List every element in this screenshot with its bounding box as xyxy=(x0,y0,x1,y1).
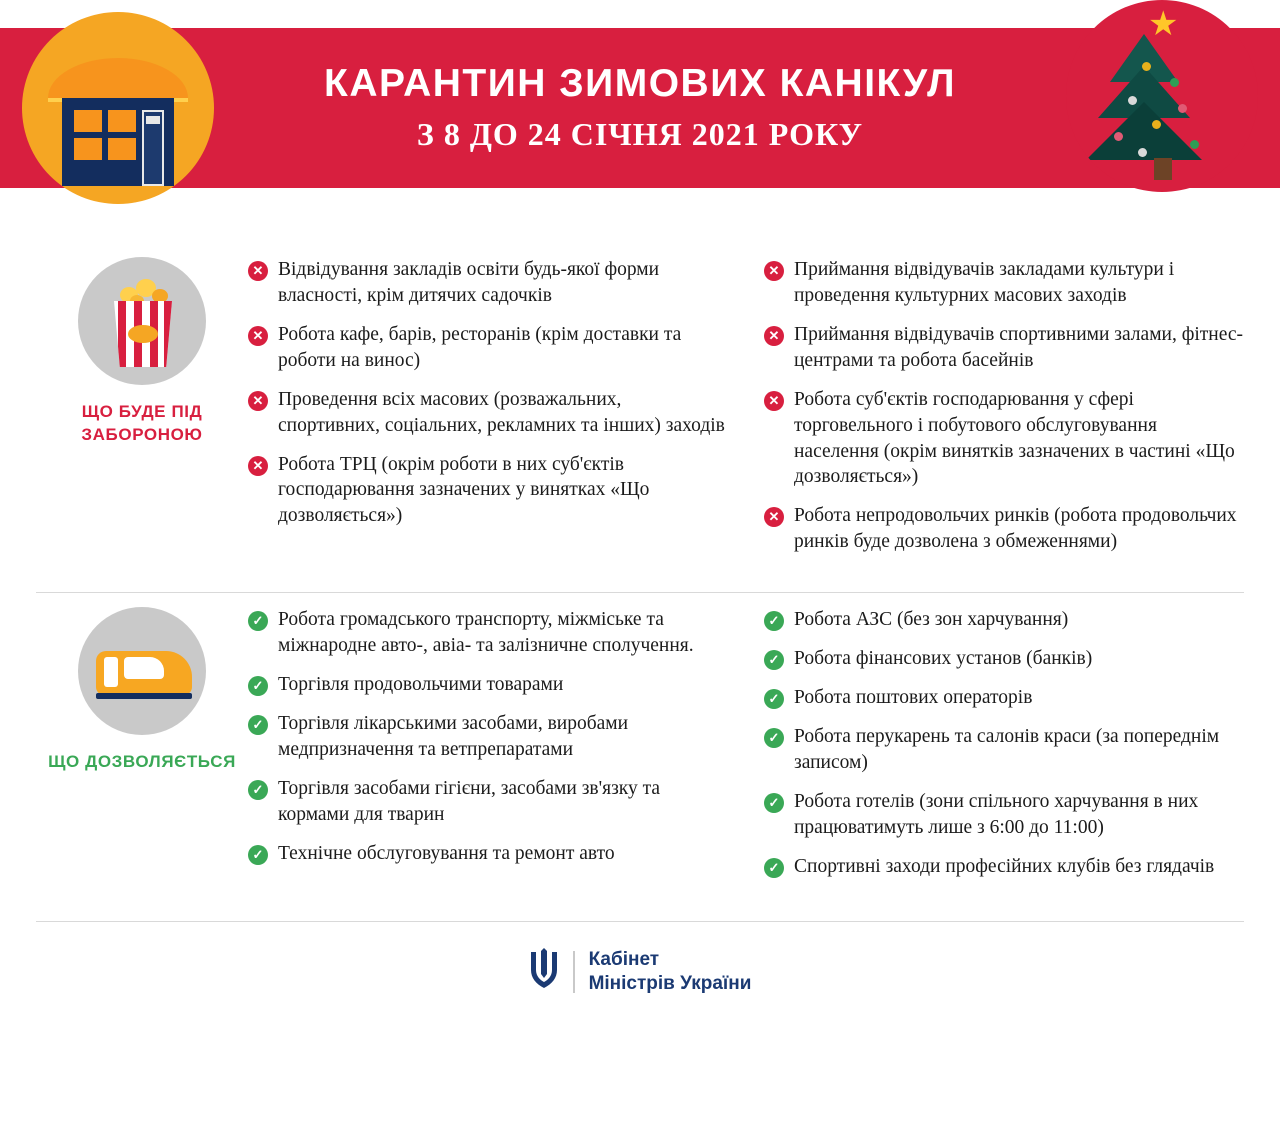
list-item: ✕ Приймання відвідувачів спортивними залами, фітнес-центрами та робота басейнів xyxy=(764,322,1244,374)
cross-icon: ✕ xyxy=(248,326,268,346)
list-item: ✓ Робота перукарень та салонів краси (за попереднім записом) xyxy=(764,724,1244,776)
cross-icon: ✕ xyxy=(248,456,268,476)
cross-icon: ✕ xyxy=(764,326,784,346)
list-item: ✓ Торгівля продовольчими товарами xyxy=(248,672,728,698)
cross-icon: ✕ xyxy=(764,391,784,411)
train-icon xyxy=(78,607,206,735)
list-item: ✕ Проведення всіх масових (розважальних, спортивних, соціальних, рекламних та інших) заходів xyxy=(248,387,728,439)
list-item: ✓ Робота поштових операторів xyxy=(764,685,1244,711)
check-icon: ✓ xyxy=(248,715,268,735)
page-subtitle: З 8 ДО 24 СІЧНЯ 2021 РОКУ xyxy=(416,115,864,152)
list-item: ✓ Торгівля лікарськими засобами, виробами медпризначення та ветпрепаратами xyxy=(248,711,728,763)
page-title: КАРАНТИН ЗИМОВИХ КАНІКУЛ xyxy=(324,62,956,106)
list-item: ✓ Робота громадського транспорту, міжміське та міжнародне авто-, авіа- та залізничне сполучення. xyxy=(248,607,728,659)
section-allowed-header xyxy=(36,607,248,892)
check-icon: ✓ xyxy=(248,676,268,696)
allowed-left-list xyxy=(248,607,728,866)
list-item: ✓ Робота АЗС (без зон харчування) xyxy=(764,607,1244,633)
check-icon: ✓ xyxy=(764,611,784,631)
check-icon: ✓ xyxy=(764,728,784,748)
check-icon: ✓ xyxy=(248,780,268,800)
cross-icon: ✕ xyxy=(248,391,268,411)
list-item: ✓ Робота фінансових установ (банків) xyxy=(764,646,1244,672)
section-forbidden xyxy=(0,257,1280,568)
list-item: ✓ Торгівля засобами гігієни, засобами зв'язку та кормами для тварин xyxy=(248,776,728,828)
page-header xyxy=(0,0,1280,215)
section-forbidden-header xyxy=(36,257,248,568)
check-icon: ✓ xyxy=(248,611,268,631)
forbidden-left-list xyxy=(248,257,728,529)
check-icon: ✓ xyxy=(248,845,268,865)
check-icon: ✓ xyxy=(764,689,784,709)
list-item: ✓ Спортивні заходи професійних клубів без глядачів xyxy=(764,854,1244,880)
list-item: ✕ Відвідування закладів освіти будь-якої форми власності, крім дитячих садочків xyxy=(248,257,728,309)
check-icon: ✓ xyxy=(764,858,784,878)
christmas-tree-icon: ★ xyxy=(1066,0,1258,192)
footer-text xyxy=(589,948,752,996)
section-allowed-label: ЩО ДОЗВОЛЯЄТЬСЯ xyxy=(48,752,236,772)
list-item: ✕ Робота суб'єктів господарювання у сфері торговельного і побутового обслуговування населення (окрім винятків зазначених в частині «Що дозволяється») xyxy=(764,387,1244,491)
check-icon: ✓ xyxy=(764,650,784,670)
forbidden-left-column xyxy=(248,257,728,568)
list-item: ✕ Робота ТРЦ (окрім роботи в них суб'єктів господарювання зазначених у винятках «Що дозволяється») xyxy=(248,452,728,530)
footer-separator xyxy=(573,951,575,993)
list-item: ✓ Технічне обслуговування та ремонт авто xyxy=(248,841,728,867)
list-item: ✕ Робота кафе, барів, ресторанів (крім доставки та роботи на винос) xyxy=(248,322,728,374)
footer-line-1: Кабінет xyxy=(588,949,660,971)
section-divider xyxy=(36,592,1244,593)
footer-line-2: Міністрів України xyxy=(588,973,752,995)
popcorn-icon xyxy=(78,257,206,385)
section-allowed xyxy=(0,607,1280,892)
allowed-left-column xyxy=(248,607,728,892)
allowed-right-list xyxy=(764,607,1244,879)
list-item: ✕ Приймання відвідувачів закладами культури і проведення культурних масових заходів xyxy=(764,257,1244,309)
footer-divider xyxy=(36,921,1244,922)
section-forbidden-label: ЩО БУДЕ ПІД ЗАБОРОНОЮ xyxy=(81,402,203,444)
forbidden-right-list xyxy=(764,257,1244,555)
list-item: ✓ Робота готелів (зони спільного харчування в них працюватимуть лише з 6:00 до 11:00) xyxy=(764,789,1244,841)
list-item: ✕ Робота непродовольчих ринків (робота продовольчих ринків буде дозволена з обмеженнями) xyxy=(764,503,1244,555)
footer xyxy=(0,948,1280,997)
forbidden-right-column xyxy=(764,257,1244,568)
allowed-right-column xyxy=(764,607,1244,892)
check-icon: ✓ xyxy=(764,793,784,813)
cross-icon: ✕ xyxy=(248,261,268,281)
cross-icon: ✕ xyxy=(764,507,784,527)
cross-icon: ✕ xyxy=(764,261,784,281)
ukraine-trident-icon xyxy=(529,948,559,997)
